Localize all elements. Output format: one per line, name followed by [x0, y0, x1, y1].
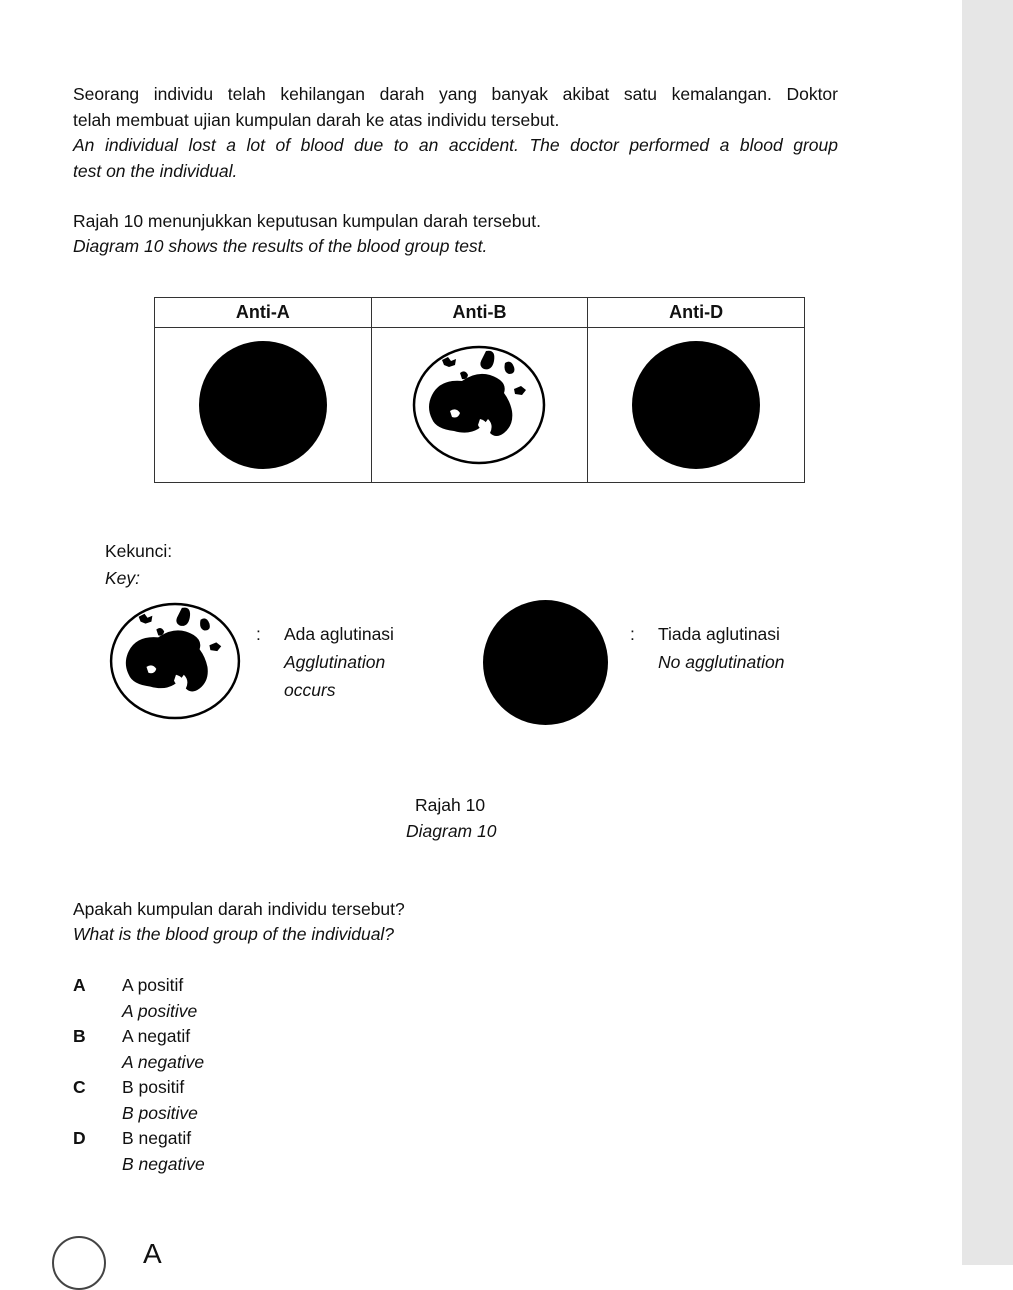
answer-radio-button[interactable]: [52, 1236, 106, 1290]
result-anti-a: [155, 328, 372, 483]
key-agglutination-icon: [109, 602, 241, 720]
result-anti-d: [588, 328, 805, 483]
key-separator-2: :: [630, 624, 635, 644]
header-anti-b: Anti-B: [371, 298, 588, 328]
no-agglutination-drop-icon: [198, 340, 328, 470]
option-b-letter: B: [73, 1026, 86, 1046]
option-a-english: A positive: [122, 1001, 198, 1021]
question-english: What is the blood group of the individual?: [73, 924, 395, 944]
option-c-malay: B positif: [122, 1077, 185, 1097]
caption-english: Diagram 10: [406, 821, 497, 841]
key-agglutination-english-1: Agglutination: [284, 652, 386, 672]
no-agglutination-drop-icon: [631, 340, 761, 470]
intro-english-line-2: test on the individual.: [73, 160, 238, 181]
intro-malay-line-2: telah membuat ujian kumpulan darah ke atas individu tersebut.: [73, 109, 560, 130]
option-c-english: B positive: [122, 1103, 198, 1123]
key-agglutination-english-2: occurs: [284, 680, 336, 700]
header-anti-a: Anti-A: [155, 298, 372, 328]
header-anti-d: Anti-D: [588, 298, 805, 328]
option-d-malay: B negatif: [122, 1128, 192, 1148]
intro-english-line-1: An individual lost a lot of blood due to an accident. The doctor performed a blood group: [73, 135, 838, 155]
option-d-english: B negative: [122, 1154, 205, 1174]
question-malay: Apakah kumpulan darah individu tersebut?: [73, 899, 405, 919]
key-no-agglutination-malay: Tiada aglutinasi: [658, 624, 780, 644]
intro-paragraph: [73, 82, 838, 184]
option-d-letter: D: [73, 1128, 86, 1148]
answer-choice-label[interactable]: A: [143, 1238, 162, 1269]
option-b-english: A negative: [122, 1052, 205, 1072]
diagram-intro-malay: Rajah 10 menunjukkan keputusan kumpulan darah tersebut.: [73, 211, 541, 231]
diagram-intro-english: Diagram 10 shows the results of the blood group test.: [73, 236, 488, 256]
key-agglutination-malay: Ada aglutinasi: [284, 624, 394, 644]
key-title-english: Key:: [105, 568, 141, 588]
key-no-agglutination-english: No agglutination: [658, 652, 785, 672]
right-sidebar: [962, 0, 1013, 1265]
option-b-malay: A negatif: [122, 1026, 191, 1046]
key-title-malay: Kekunci:: [105, 541, 173, 561]
agglutination-drop-icon: [412, 345, 546, 465]
blood-test-table: [154, 297, 805, 483]
caption-malay: Rajah 10: [415, 795, 486, 815]
key-separator-1: :: [256, 624, 261, 644]
intro-malay-line-1: Seorang individu telah kehilangan darah yang banyak akibat satu kemalangan. Doktor: [73, 84, 838, 104]
result-anti-b: [371, 328, 588, 483]
key-no-agglutination-icon: [482, 599, 609, 726]
option-c-letter: C: [73, 1077, 86, 1097]
option-a-malay: A positif: [122, 975, 184, 995]
option-a-letter: A: [73, 975, 86, 995]
